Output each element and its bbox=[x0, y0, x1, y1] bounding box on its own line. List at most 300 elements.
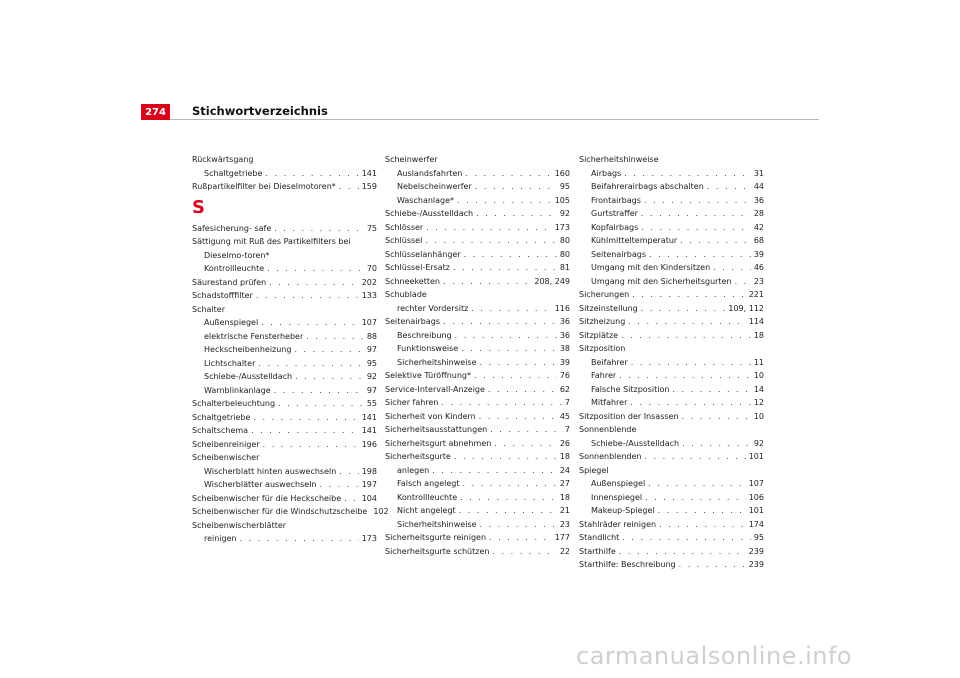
page-reference[interactable]: 208, 249 bbox=[534, 276, 570, 286]
dot-leader bbox=[644, 450, 745, 464]
index-heading: Scheinwerfer bbox=[385, 155, 438, 164]
page-reference[interactable]: 133 bbox=[361, 291, 377, 300]
dot-leader bbox=[622, 531, 750, 545]
dot-leader bbox=[641, 302, 726, 316]
dot-leader bbox=[269, 276, 358, 290]
index-entry bbox=[385, 531, 570, 545]
page-reference[interactable]: 80 bbox=[559, 249, 570, 259]
index-entry bbox=[579, 288, 764, 302]
page-reference[interactable]: 46 bbox=[753, 263, 764, 272]
page-reference[interactable]: 95 bbox=[753, 533, 764, 542]
index-subentry bbox=[192, 384, 377, 398]
page-reference[interactable]: 198 bbox=[361, 466, 377, 476]
dot-leader bbox=[619, 545, 746, 559]
entry-term: Wischerblätter auswechseln bbox=[204, 480, 317, 489]
index-subentry bbox=[579, 261, 764, 275]
page-reference[interactable]: 26 bbox=[559, 438, 570, 448]
index-subentry bbox=[385, 518, 570, 532]
dot-leader bbox=[454, 450, 557, 464]
dot-leader bbox=[256, 289, 359, 303]
entry-term: Schaltschema bbox=[192, 426, 249, 435]
dot-leader bbox=[339, 465, 358, 479]
index-subentry bbox=[579, 437, 764, 451]
dot-leader bbox=[432, 464, 557, 478]
entry-term: Gurtstraffer bbox=[591, 209, 638, 218]
index-entry bbox=[192, 438, 377, 452]
page-reference[interactable]: 7 bbox=[564, 425, 570, 434]
entry-term: Schlüssel-Ersatz bbox=[385, 263, 450, 272]
page-reference[interactable]: 114 bbox=[748, 317, 764, 326]
dot-leader bbox=[460, 491, 557, 505]
index-heading: Schublade bbox=[385, 290, 427, 299]
page-reference[interactable]: 92 bbox=[559, 209, 570, 218]
dot-leader bbox=[274, 384, 364, 398]
page-reference[interactable]: 23 bbox=[559, 519, 570, 529]
dot-leader bbox=[494, 437, 557, 451]
entry-term: Beschreibung bbox=[397, 330, 452, 340]
index-subentry bbox=[192, 330, 377, 344]
index-entry bbox=[579, 450, 764, 464]
page-reference[interactable]: 76 bbox=[559, 371, 570, 380]
page-reference[interactable]: 97 bbox=[366, 345, 377, 354]
entry-term: Umgang mit den Kindersitzen bbox=[591, 263, 711, 272]
index-subentry bbox=[192, 357, 377, 371]
dot-leader bbox=[265, 167, 358, 181]
entry-term: Schaltgetriebe bbox=[192, 412, 251, 422]
entry-term: Falsche Sitzposition bbox=[591, 384, 670, 394]
index-entry bbox=[579, 558, 764, 572]
dot-leader bbox=[459, 504, 557, 518]
page-reference[interactable]: 39 bbox=[753, 249, 764, 259]
page-reference[interactable]: 70 bbox=[366, 264, 377, 273]
index-subentry bbox=[192, 262, 377, 276]
entry-term: Scheibenreiniger bbox=[192, 439, 260, 449]
index-subentry bbox=[385, 302, 570, 316]
index-heading: Sitzposition bbox=[579, 344, 626, 353]
dot-leader bbox=[645, 491, 746, 505]
page-reference[interactable]: 10 bbox=[753, 411, 764, 421]
entry-term: Innenspiegel bbox=[591, 492, 643, 502]
page-reference[interactable]: 62 bbox=[559, 384, 570, 394]
dot-leader bbox=[480, 518, 557, 532]
entry-term: Schiebe-/Ausstelldach bbox=[385, 209, 474, 218]
index-entry bbox=[579, 518, 764, 532]
entry-term: Beifahrer bbox=[591, 357, 628, 367]
entry-term: Sitzplätze bbox=[579, 330, 619, 340]
index-entry bbox=[385, 383, 570, 397]
entry-term: Sicher fahren bbox=[385, 398, 439, 407]
index-subentry bbox=[192, 478, 377, 492]
page-reference[interactable]: 95 bbox=[559, 182, 570, 191]
entry-term: Säurestand prüfen bbox=[192, 277, 267, 287]
dot-leader bbox=[294, 343, 363, 357]
entry-term: Außenspiegel bbox=[204, 318, 259, 327]
page-reference[interactable]: 196 bbox=[361, 439, 377, 449]
dot-leader bbox=[658, 504, 746, 518]
index-heading: Sonnenblende bbox=[579, 425, 637, 434]
index-entry bbox=[579, 315, 764, 329]
entry-term: Seitenairbags bbox=[385, 317, 440, 326]
page-reference[interactable]: 23 bbox=[753, 276, 764, 286]
entry-term: Auslandsfahrten bbox=[397, 168, 463, 178]
dot-leader bbox=[441, 396, 561, 410]
entry-term: Schlüssel bbox=[385, 236, 423, 245]
index-subentry bbox=[579, 234, 764, 248]
index-entry bbox=[385, 248, 570, 262]
dot-leader bbox=[624, 167, 751, 181]
page-reference[interactable]: 105 bbox=[554, 195, 570, 205]
page-reference[interactable]: 116 bbox=[554, 303, 570, 313]
entry-term: Nebelscheinwerfer bbox=[397, 182, 472, 191]
page-reference[interactable]: 44 bbox=[753, 182, 764, 191]
page-reference[interactable]: 11 bbox=[753, 357, 764, 367]
dot-leader bbox=[492, 545, 556, 559]
entry-term: Falsch angelegt bbox=[397, 479, 460, 488]
index-subentry bbox=[385, 342, 570, 356]
index-subentry bbox=[579, 221, 764, 235]
page-reference[interactable]: 39 bbox=[559, 357, 570, 367]
entry-term: Schalterbeleuchtung bbox=[192, 399, 276, 408]
page-reference[interactable]: 18 bbox=[559, 452, 570, 461]
page-reference[interactable]: 45 bbox=[559, 411, 570, 421]
page-reference[interactable]: 173 bbox=[361, 534, 377, 543]
dot-leader bbox=[253, 411, 358, 425]
watermark-text: carmanualsonline.info bbox=[576, 642, 853, 670]
dot-leader bbox=[621, 329, 751, 343]
entry-term: Airbags bbox=[591, 168, 622, 178]
entry-term: Schlösser bbox=[385, 222, 424, 232]
header-divider bbox=[170, 119, 819, 120]
entry-term: Schneeketten bbox=[385, 276, 440, 286]
dot-leader bbox=[679, 558, 746, 572]
page-reference[interactable]: 141 bbox=[361, 426, 377, 435]
dot-leader bbox=[644, 194, 751, 208]
entry-term: Seitenairbags bbox=[591, 249, 646, 259]
index-entry bbox=[579, 302, 764, 316]
dot-leader bbox=[463, 477, 557, 491]
index-subentry bbox=[579, 356, 764, 370]
page-number-badge: 274 bbox=[141, 104, 170, 120]
index-heading: Scheibenwischer bbox=[192, 453, 260, 462]
entry-term: Safesicherung- safe bbox=[192, 223, 272, 233]
page-reference[interactable]: 141 bbox=[361, 168, 377, 178]
dot-leader bbox=[320, 478, 359, 492]
entry-term: Heckscheibenheizung bbox=[204, 345, 292, 354]
dot-leader bbox=[267, 262, 364, 276]
index-subentry bbox=[385, 194, 570, 208]
page-reference[interactable]: 55 bbox=[366, 399, 377, 408]
index-heading: Spiegel bbox=[579, 465, 609, 475]
index-entry bbox=[385, 234, 570, 248]
index-subentry bbox=[385, 356, 570, 370]
index-entry bbox=[192, 411, 377, 425]
dot-leader bbox=[295, 370, 364, 384]
dot-leader bbox=[457, 194, 552, 208]
index-entry bbox=[385, 410, 570, 424]
index-entry bbox=[385, 221, 570, 235]
entry-term: Waschanlage* bbox=[397, 195, 455, 205]
entry-term: Warnblinkanlage bbox=[204, 385, 271, 395]
entry-term: Scheibenwischer für die Heckscheibe bbox=[192, 493, 342, 503]
index-subentry bbox=[385, 477, 570, 491]
index-column-2 bbox=[385, 153, 570, 558]
page-reference[interactable]: 221 bbox=[748, 290, 764, 299]
page-reference[interactable]: 18 bbox=[559, 492, 570, 502]
index-entry bbox=[192, 222, 377, 236]
page-reference[interactable]: 104 bbox=[361, 493, 377, 503]
page-reference[interactable]: 27 bbox=[559, 479, 570, 488]
entry-term: Sicherheitsausstattungen bbox=[385, 425, 488, 434]
dot-leader bbox=[261, 316, 359, 330]
page-reference[interactable]: 107 bbox=[361, 318, 377, 327]
entry-term: Sicherheit von Kindern bbox=[385, 411, 476, 421]
index-entry bbox=[385, 396, 570, 410]
page-reference[interactable]: 177 bbox=[554, 533, 570, 542]
entry-term: Fahrer bbox=[591, 371, 617, 380]
dot-leader bbox=[649, 248, 751, 262]
index-heading: Sicherheitshinweise bbox=[579, 155, 659, 164]
entry-term: anlegen bbox=[397, 465, 430, 475]
dot-leader bbox=[344, 492, 359, 506]
index-entry bbox=[192, 424, 377, 438]
dot-leader bbox=[471, 302, 551, 316]
dot-leader bbox=[240, 532, 359, 546]
entry-term: Schiebe-/Ausstelldach bbox=[204, 372, 293, 381]
index-subentry bbox=[579, 194, 764, 208]
dot-leader bbox=[707, 180, 751, 194]
page-reference[interactable]: 38 bbox=[559, 344, 570, 353]
page-reference[interactable]: 36 bbox=[753, 195, 764, 205]
dot-leader bbox=[339, 180, 359, 194]
dot-leader bbox=[672, 383, 750, 397]
dot-leader bbox=[425, 234, 556, 248]
page-reference[interactable]: 141 bbox=[361, 412, 377, 422]
dot-leader bbox=[455, 329, 557, 343]
page-reference[interactable]: 75 bbox=[366, 223, 377, 233]
index-entry bbox=[385, 369, 570, 383]
dot-leader bbox=[641, 221, 751, 235]
index-entry bbox=[192, 505, 389, 519]
index-entry bbox=[385, 437, 570, 451]
dot-leader bbox=[659, 518, 746, 532]
index-entry bbox=[192, 492, 377, 506]
entry-term: Starthilfe: Beschreibung bbox=[579, 560, 676, 569]
page-reference[interactable]: 81 bbox=[559, 263, 570, 272]
index-subentry bbox=[579, 477, 764, 491]
index-entry bbox=[579, 329, 764, 343]
index-column-1 bbox=[192, 153, 389, 546]
index-entry bbox=[192, 180, 377, 194]
entry-term: Sicherheitsgurt abnehmen bbox=[385, 438, 492, 448]
dot-leader bbox=[453, 261, 557, 275]
page-reference[interactable]: 36 bbox=[559, 317, 570, 326]
index-entry bbox=[385, 261, 570, 275]
index-subentry bbox=[579, 369, 764, 383]
entry-term: Schiebe-/Ausstelldach bbox=[591, 438, 680, 448]
page-reference[interactable]: 24 bbox=[559, 465, 570, 475]
page-reference[interactable]: 10 bbox=[753, 371, 764, 380]
dot-leader bbox=[480, 356, 557, 370]
entry-term: Schaltgetriebe bbox=[204, 168, 263, 178]
page-reference[interactable]: 106 bbox=[748, 492, 764, 502]
page-reference[interactable]: 22 bbox=[559, 546, 570, 556]
entry-term: Starthilfe bbox=[579, 546, 616, 556]
index-entry bbox=[385, 275, 570, 289]
dot-leader bbox=[251, 424, 359, 438]
entry-term: Beifahrerairbags abschalten bbox=[591, 182, 704, 191]
index-subentry bbox=[385, 464, 570, 478]
page-reference[interactable]: 42 bbox=[753, 222, 764, 232]
page-reference[interactable]: 12 bbox=[753, 398, 764, 407]
entry-term: Lichtschalter bbox=[204, 358, 256, 368]
entry-term: Kopfairbags bbox=[591, 222, 639, 232]
page-reference[interactable]: 68 bbox=[753, 236, 764, 245]
page-reference[interactable]: 197 bbox=[361, 480, 377, 489]
entry-term: Schadstofffilter bbox=[192, 291, 253, 300]
dot-leader bbox=[628, 315, 745, 329]
index-heading: Sättigung mit Ruß des Partikelfilters bei Dieselmo-toren* bbox=[192, 237, 351, 260]
dot-leader bbox=[474, 369, 557, 383]
dot-leader bbox=[630, 396, 750, 410]
index-subentry bbox=[192, 343, 377, 357]
index-subentry bbox=[579, 180, 764, 194]
page-title: Stichwortverzeichnis bbox=[192, 104, 328, 118]
entry-term: Kontrollleuchte bbox=[204, 264, 265, 273]
dot-leader bbox=[619, 369, 751, 383]
index-entry bbox=[385, 450, 570, 464]
page-reference[interactable]: 173 bbox=[554, 222, 570, 232]
entry-term: Sonnenblenden bbox=[579, 452, 642, 461]
page-reference[interactable]: 102 bbox=[373, 507, 389, 516]
index-entry bbox=[385, 207, 570, 221]
index-subentry bbox=[192, 532, 377, 546]
dot-leader bbox=[306, 330, 364, 344]
index-entry bbox=[192, 276, 377, 290]
index-subentry bbox=[192, 465, 377, 479]
entry-term: Selektive Türöffnung* bbox=[385, 371, 472, 380]
index-subentry bbox=[385, 180, 570, 194]
page-reference[interactable]: 239 bbox=[748, 560, 764, 569]
dot-leader bbox=[631, 356, 751, 370]
page-reference[interactable]: 28 bbox=[753, 209, 764, 218]
entry-term: Standlicht bbox=[579, 533, 620, 542]
entry-term: Makeup-Spiegel bbox=[591, 506, 655, 515]
page-reference[interactable]: 239 bbox=[748, 546, 764, 556]
dot-leader bbox=[490, 423, 562, 437]
index-subentry bbox=[579, 491, 764, 505]
page-reference[interactable]: 92 bbox=[366, 372, 377, 381]
page-reference[interactable]: 36 bbox=[559, 330, 570, 340]
page-reference[interactable]: 7 bbox=[564, 398, 570, 407]
entry-term: Rußpartikelfilter bei Dieselmotoren* bbox=[192, 182, 336, 191]
page-reference[interactable]: 92 bbox=[753, 438, 764, 448]
entry-term: Nicht angelegt bbox=[397, 506, 456, 515]
dot-leader bbox=[443, 315, 557, 329]
entry-term: Wischerblatt hinten auswechseln bbox=[204, 466, 337, 476]
entry-term: reinigen bbox=[204, 534, 237, 543]
dot-leader bbox=[735, 275, 751, 289]
page-reference[interactable]: 101 bbox=[748, 452, 764, 461]
entry-term: Frontairbags bbox=[591, 195, 641, 205]
dot-leader bbox=[426, 221, 552, 235]
entry-term: Umgang mit den Sicherheitsgurten bbox=[591, 276, 732, 286]
page-reference[interactable]: 88 bbox=[366, 331, 377, 341]
dot-leader bbox=[476, 207, 557, 221]
index-subentry bbox=[385, 167, 570, 181]
page-reference[interactable]: 80 bbox=[559, 236, 570, 245]
page-reference[interactable]: 160 bbox=[554, 168, 570, 178]
entry-term: Sicherungen bbox=[579, 290, 630, 299]
page-reference[interactable]: 174 bbox=[748, 519, 764, 529]
index-subentry bbox=[579, 167, 764, 181]
entry-term: Kontrollleuchte bbox=[397, 492, 458, 502]
entry-term: Sicherheitsgurte schützen bbox=[385, 546, 490, 556]
index-subentry bbox=[579, 275, 764, 289]
index-subentry bbox=[579, 504, 764, 518]
dot-leader bbox=[263, 438, 359, 452]
index-subentry bbox=[385, 491, 570, 505]
index-column-3 bbox=[579, 153, 764, 572]
page-reference[interactable]: 202 bbox=[361, 277, 377, 287]
index-entry bbox=[579, 531, 764, 545]
index-heading: Rückwärtsgang bbox=[192, 155, 254, 164]
page-reference[interactable]: 107 bbox=[748, 479, 764, 488]
entry-term: Funktionsweise bbox=[397, 344, 459, 353]
index-subentry bbox=[579, 383, 764, 397]
page-reference[interactable]: 159 bbox=[361, 182, 377, 191]
index-subentry bbox=[192, 316, 377, 330]
entry-term: Sicherheitshinweise bbox=[397, 519, 477, 529]
index-entry bbox=[579, 410, 764, 424]
page-reference[interactable]: 109, 112 bbox=[728, 303, 764, 313]
page-reference[interactable]: 101 bbox=[748, 506, 764, 515]
index-heading: Scheibenwischerblätter bbox=[192, 520, 287, 530]
dot-leader bbox=[443, 275, 531, 289]
index-subentry bbox=[579, 396, 764, 410]
entry-term: Service-Intervall-Anzeige bbox=[385, 384, 485, 394]
index-subentry bbox=[579, 207, 764, 221]
entry-term: rechter Vordersitz bbox=[397, 303, 469, 313]
dot-leader bbox=[680, 234, 751, 248]
page-reference[interactable]: 18 bbox=[753, 330, 764, 340]
entry-term: Sicherheitsgurte reinigen bbox=[385, 533, 487, 542]
dot-leader bbox=[278, 397, 364, 411]
page-reference[interactable]: 14 bbox=[753, 384, 764, 394]
index-entry bbox=[192, 397, 377, 411]
dot-leader bbox=[648, 477, 746, 491]
dot-leader bbox=[464, 248, 557, 262]
dot-leader bbox=[475, 180, 557, 194]
page-reference[interactable]: 21 bbox=[559, 506, 570, 515]
entry-term: Sicherheitsgurte bbox=[385, 452, 451, 461]
page-reference[interactable]: 97 bbox=[366, 385, 377, 395]
entry-term: Sicherheitshinweise bbox=[397, 357, 477, 367]
index-entry bbox=[192, 289, 377, 303]
dot-leader bbox=[682, 437, 751, 451]
page-reference[interactable]: 95 bbox=[366, 358, 377, 368]
index-subentry bbox=[385, 504, 570, 518]
dot-leader bbox=[479, 410, 557, 424]
entry-term: Stahlräder reinigen bbox=[579, 519, 657, 529]
index-entry bbox=[385, 423, 570, 437]
page-reference[interactable]: 31 bbox=[753, 168, 764, 178]
entry-term: Sitzposition der Insassen bbox=[579, 411, 679, 421]
dot-leader bbox=[461, 342, 557, 356]
dot-leader bbox=[465, 167, 551, 181]
dot-leader bbox=[641, 207, 751, 221]
entry-term: elektrische Fensterheber bbox=[204, 331, 304, 341]
index-subentry bbox=[385, 329, 570, 343]
